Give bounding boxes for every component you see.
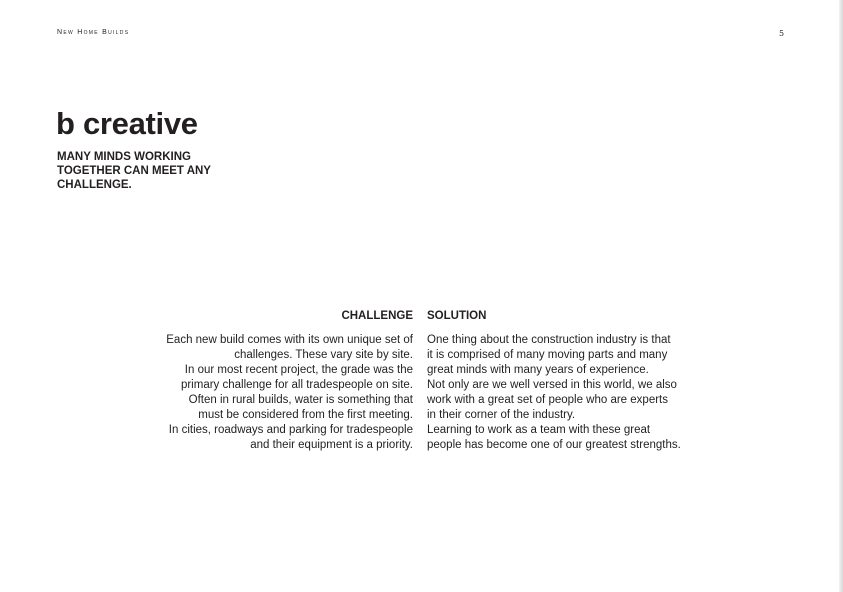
running-header: New Home Builds	[57, 29, 130, 36]
solution-line: great minds with many years of experience.	[427, 364, 649, 376]
tagline-line: TOGETHER CAN MEET ANY	[57, 165, 211, 177]
solution-line: One thing about the construction industry is that	[427, 334, 671, 346]
solution-line: people has become one of our greatest strengths.	[427, 439, 681, 451]
tagline-line: MANY MINDS WORKING	[57, 151, 191, 163]
solution-heading: SOLUTION	[427, 310, 487, 322]
solution-line: Learning to work as a team with these great	[427, 424, 651, 436]
challenge-line: and their equipment is a priority.	[250, 439, 413, 451]
challenge-heading: CHALLENGE	[341, 310, 413, 322]
page-title: b creative	[56, 106, 198, 141]
solution-line: in their corner of the industry.	[427, 409, 576, 421]
challenge-line: must be considered from the first meeting.	[198, 409, 413, 421]
solution-line: Not only are we well versed in this world, we also	[427, 379, 677, 391]
challenge-column	[103, 309, 413, 453]
page-number: 5	[779, 29, 785, 38]
challenge-line: In cities, roadways and parking for tradespeople	[168, 424, 413, 436]
tagline-line: CHALLENGE.	[57, 179, 132, 191]
solution-column	[427, 309, 737, 453]
challenge-line: primary challenge for all tradespeople on site.	[180, 379, 413, 391]
tagline	[57, 150, 247, 192]
challenge-line: Each new build comes with its own unique set of	[166, 334, 413, 346]
challenge-line: In our most recent project, the grade was the	[184, 364, 413, 376]
challenge-line: challenges. These vary site by site.	[234, 349, 413, 361]
solution-line: work with a great set of people who are experts	[427, 394, 668, 406]
solution-line: it is comprised of many moving parts and many	[427, 349, 668, 361]
challenge-line: Often in rural builds, water is something that	[188, 394, 413, 406]
page-edge	[839, 0, 843, 592]
